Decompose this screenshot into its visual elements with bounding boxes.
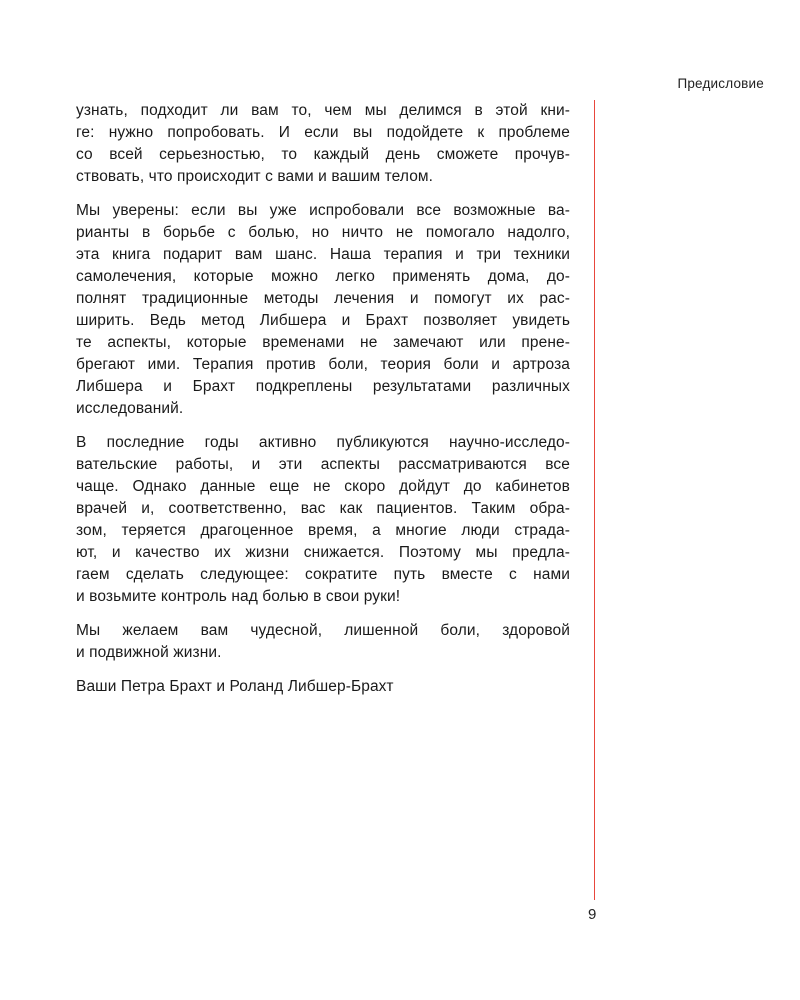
text-line: брегают ими. Терапия против боли, теория боли и артроза	[76, 356, 570, 373]
text-line: самолечения, которые можно легко применять дома, до-	[76, 268, 570, 285]
text-line: узнать, подходит ли вам то, чем мы делимся в этой кни-	[76, 102, 570, 119]
text-line: те аспекты, которые временами не замечают или прене-	[76, 334, 570, 351]
paragraph	[76, 200, 570, 420]
text-line: и подвижной жизни.	[76, 644, 222, 661]
text-line: врачей и, соответственно, вас как пациентов. Таким обра-	[76, 500, 570, 517]
signature	[76, 676, 570, 698]
paragraph	[76, 100, 570, 188]
page-number: 9	[588, 906, 597, 923]
running-head: Предисловие	[677, 76, 764, 91]
text-line: ют, и качество их жизни снижается. Поэтому мы предла-	[76, 544, 570, 561]
paragraph	[76, 432, 570, 608]
text-line: гаем сделать следующее: сократите путь вместе с нами	[76, 566, 570, 583]
text-line: Мы уверены: если вы уже испробовали все возможные ва-	[76, 202, 570, 219]
text-line: Либшера и Брахт подкреплены результатами различных	[76, 378, 570, 395]
paragraph	[76, 620, 570, 664]
text-line: Мы желаем вам чудесной, лишенной боли, здоровой	[76, 622, 570, 639]
text-line: со всей серьезностью, то каждый день сможете прочув-	[76, 146, 570, 163]
text-line: ствовать, что происходит с вами и вашим телом.	[76, 168, 434, 185]
text-line: ге: нужно попробовать. И если вы подойдете к проблеме	[76, 124, 570, 141]
text-line: ширить. Ведь метод Либшера и Брахт позволяет увидеть	[76, 312, 570, 329]
text-line: рианты в борьбе с болью, но ничто не помогало надолго,	[76, 224, 570, 241]
text-line: полнят традиционные методы лечения и помогут их рас-	[76, 290, 570, 307]
text-line: вательские работы, и эти аспекты рассматриваются все	[76, 456, 570, 473]
text-line: эта книга подарит вам шанс. Наша терапия и три техники	[76, 246, 570, 263]
text-line: чаще. Однако данные еще не скоро дойдут до кабинетов	[76, 478, 570, 495]
text-line: и возьмите контроль над болью в свои руки!	[76, 588, 401, 605]
text-line: Ваши Петра Брахт и Роланд Либшер-Брахт	[76, 678, 394, 695]
text-line: В последние годы активно публикуются научно-исследо-	[76, 434, 570, 451]
text-line: зом, теряется драгоценное время, а многие люди страда-	[76, 522, 570, 539]
body-text	[76, 100, 570, 710]
text-line: исследований.	[76, 400, 184, 417]
margin-rule	[594, 100, 595, 900]
